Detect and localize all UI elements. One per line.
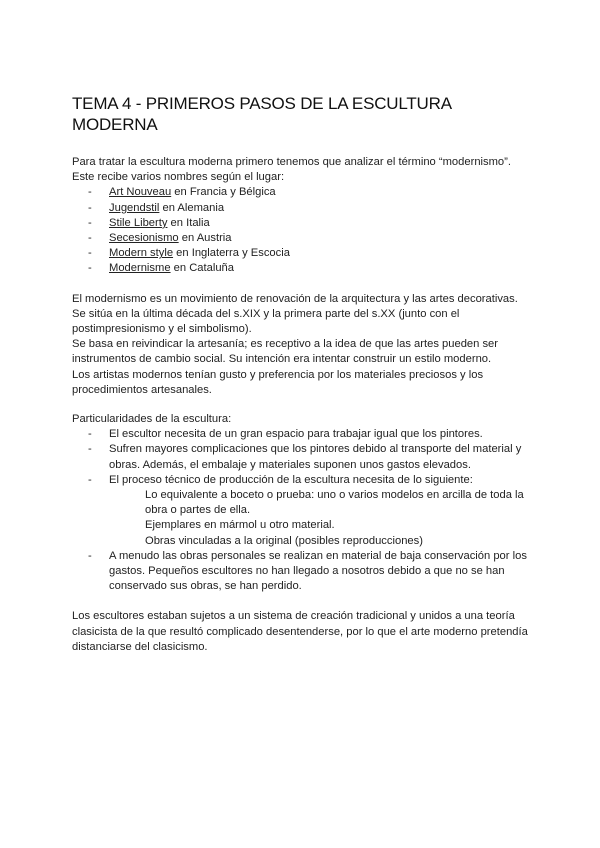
process-sublist bbox=[109, 488, 532, 549]
intro-line: Para tratar la escultura moderna primero tenemos que analizar el término “modernismo”. bbox=[72, 156, 511, 168]
list-item: - A menudo las obras personales se realizan en material de baja conservación por los gastos. Pequeños escultores no han llegado a nosotros debido a que no se han conservado sus obras, se han perdido. bbox=[72, 549, 532, 595]
sub-list-item: Lo equivalente a boceto o prueba: uno o varios modelos en arcilla de toda la obra o partes de ella. bbox=[145, 489, 524, 517]
intro-paragraph bbox=[72, 155, 532, 185]
paragraph-text: Se sitúa en la última década del s.XIX y la primera parte del s.XX (junto con el postimpresionismo y el simbolismo). bbox=[72, 307, 460, 336]
particularities-section bbox=[72, 412, 532, 594]
paragraph-text: Se basa en reivindicar la artesanía; es receptivo a la idea de que las artes pueden ser instrumentos de cambio social. Su intención era intentar construir un estilo moderno. bbox=[72, 338, 499, 366]
list-item bbox=[72, 473, 532, 549]
place-text: en Inglaterra y Escocia bbox=[173, 247, 290, 260]
place-text: en Cataluña bbox=[170, 262, 235, 275]
term-link[interactable]: Stile Liberty bbox=[109, 216, 168, 229]
paragraph-text: Los escultores estaban sujetos a un sistema de creación tradicional y unidos a una teoría clasicista de la que resultó complicado desentenderse, por lo que el arte moderno pretendía distanciarse del clasicismo. bbox=[72, 610, 528, 653]
list-item bbox=[72, 231, 532, 246]
names-list bbox=[72, 185, 532, 276]
term-link[interactable]: Jugendstil bbox=[109, 201, 160, 214]
list-item bbox=[72, 185, 532, 200]
section-heading: Particularidades de la escultura: bbox=[72, 413, 232, 426]
particularities-list bbox=[72, 427, 532, 594]
modernism-paragraph bbox=[72, 292, 532, 398]
sub-list-item: Obras vinculadas a la original (posibles reproducciones) bbox=[145, 534, 423, 547]
intro-line: Este recibe varios nombres según el lugar: bbox=[72, 171, 285, 184]
list-item bbox=[72, 201, 532, 216]
document-title: TEMA 4 - PRIMEROS PASOS DE LA ESCULTURA MODERNA bbox=[72, 94, 451, 134]
term-link[interactable]: Modernisme bbox=[109, 262, 171, 275]
place-text: en Italia bbox=[167, 216, 210, 229]
list-item bbox=[72, 216, 532, 231]
list-item: - Sufren mayores complicaciones que los pintores debido al transporte del material y obras. Además, el embalaje y materiales suponen unos gastos elevados. bbox=[72, 442, 532, 472]
list-item bbox=[72, 261, 532, 276]
place-text: en Alemania bbox=[159, 201, 225, 214]
term-link[interactable]: Art Nouveau bbox=[109, 186, 172, 199]
place-text: en Austria bbox=[178, 232, 232, 245]
list-item: - El escultor necesita de un gran espacio para trabajar igual que los pintores. bbox=[72, 427, 532, 442]
term-link[interactable]: Modern style bbox=[109, 247, 174, 260]
paragraph-text: El modernismo es un movimiento de renovación de la arquitectura y las artes decorativas. bbox=[72, 292, 518, 305]
place-text: en Francia y Bélgica bbox=[171, 186, 276, 199]
paragraph-text: Los artistas modernos tenían gusto y preferencia por los materiales preciosos y los procedimientos artesanales. bbox=[72, 368, 484, 396]
list-item bbox=[72, 246, 532, 261]
conclusion-paragraph bbox=[72, 609, 532, 655]
sub-list-item: Ejemplares en mármol u otro material. bbox=[145, 519, 335, 532]
term-link[interactable]: Secesionismo bbox=[109, 232, 179, 245]
list-item-text: El proceso técnico de producción de la escultura necesita de lo siguiente: bbox=[109, 473, 473, 486]
document-page bbox=[72, 93, 532, 655]
